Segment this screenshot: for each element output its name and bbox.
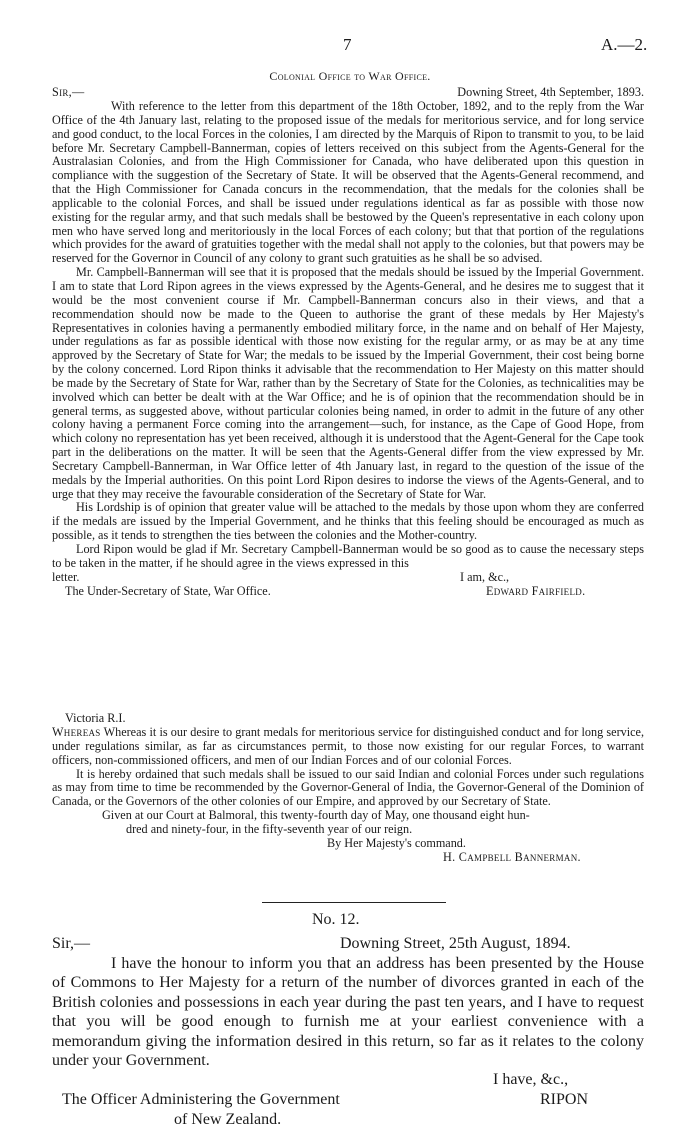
letter2 (52, 910, 644, 1130)
warrant-whereas: Whereas (52, 725, 101, 739)
warrant-command-row (52, 837, 644, 851)
warrant-given-line-2: dred and ninety-four, in the fifty-seventh year of our reign. (126, 822, 413, 837)
letter2-number-row (52, 910, 644, 934)
royal-warrant (52, 712, 644, 865)
letter1-paragraph-2: Mr. Campbell-Bannerman will see that it is proposed that the medals should be issued by the Imperial Government. I am to state that Lord Ripon agrees in the views expressed by the Agents-General, and he desires me to suggest that it would be the most convenient course if Mr. Campbell-Bannerman concurs also in their views, and that a recommendation should now be made to the Queen to authorise the grant of these medals by Her Majesty's Representatives in colonies having a permanently embodied military force, in the name and on behalf of Her Majesty, under regulations as far as possible identical with those now existing for the regular army, or as may be at any time approved by the Secretary of State for War; the medals to be issued by the Imperial Government, their cost being borne by the colony concerned. Lord Ripon thinks it advisable that the recommendation to Her Majesty on this matter should be made by the Secretary of State for War, rather than by the Secretary of State for the Colonies, as technicalities may be involved which can better be dealt with at the War Office; and he is of opinion that the recommendation should be in general terms, as suggested above, without particular colonies being named, in order to admit in the future of any other colony having a permanent Force coming into the arrangement—such, for instance, as the Cape of Good Hope, from which colony no representation has yet been received, although it is understood that the Agent-General for the Cape took part in the deliberations on the matter. It will be seen that the Agents-General differ from the view expressed by Mr. Secretary Campbell-Bannerman, in War Office letter of 4th January last, in regard to the question of the issue of the medals by the Imperial authorities. On this point Lord Ripon desires to indorse the views of the Agents-General, and to urge that they may receive the favourable consideration of the Secretary of State for War. (52, 265, 644, 501)
letter2-closing: I have, &c., (493, 1071, 569, 1089)
page-number: 7 (343, 35, 352, 54)
warrant-paragraph-1 (52, 726, 644, 768)
letter1-paragraph-1: With reference to the letter from this department of the 18th October, 1892, and to the reply from the War Office of the 4th January last, relating to the proposed issue of the medals for meritorious service, and for long service and good conduct, to the local Forces in the colonies, I am directed by the Marquis of Ripon to transmit to you, to be laid before Mr. Secretary Campbell-Bannerman, copies of letters received on this subject from the Agents-General for the Australasian Colonies, and from the High Commissioner for Canada, who have deliberated upon this question in compliance with the suggestion of the Secretary of State. It will be observed that the Agents-General recommend, and that the High Commissioner for Canada concurs in the recommendation, that the medals for the colonies shall be applicable to the colonial Forces, and shall be issued under regulations identical as far as possible with those now existing for the regular army, and that such medals shall be bestowed by the Queen's representative in each colony upon men who have served long and meritoriously in the local Forces of each colony; but that that portion of the regulations which provides for the award of gratuities together with the medal shall not apply to the colonies, but that powers may be reserved for the Governor in Council of any colony to grant such gratuities as he shall be so advised. (52, 99, 644, 266)
letter1-signature-row (52, 585, 644, 599)
letter1-last-word: letter. (52, 569, 80, 584)
letter2-addressee-line-1: The Officer Administering the Government (62, 1091, 340, 1109)
warrant-paragraph-1-text: Whereas it is our desire to grant medals for meritorious service for distinguished conduct and for long service, under regulations similar, as far as circumstances permit, to those now existing for our regular Forces, to warrant officers, non-commissioned officers, and men of our Indian Forces and of our colonial Forces. (52, 725, 644, 767)
letter1-closing: I am, &c., (460, 569, 510, 584)
letter1-signature: Edward Fairfield. (486, 583, 586, 598)
letter2-place-date: Downing Street, 25th August, 1894. (340, 935, 571, 952)
warrant-given-row-1 (52, 809, 644, 823)
warrant-given-row-2 (52, 823, 644, 837)
warrant-heading: Victoria R.I. (65, 711, 126, 725)
letter1-salutation: Sir,— (52, 85, 85, 99)
letter1-paragraph-4: Lord Ripon would be glad if Mr. Secretary Campbell-Bannerman would be so good as to cause the necessary steps to be taken in the matter, if he should agree in the views expressed in this (52, 542, 644, 570)
letter1-addressee: The Under-Secretary of State, War Office. (65, 583, 271, 598)
letter1-salutation-row (52, 86, 644, 100)
letter2-salutation-row (52, 934, 644, 954)
warrant-signature: H. Campbell Bannerman. (443, 850, 581, 865)
letter1-caption: Colonial Office to War Office. (269, 69, 431, 83)
letter1-paragraph-3: His Lordship is of opinion that greater value will be attached to the medals by those upon whom they are conferred if the medals are issued by the Imperial Government, and he thinks that this feeling should be encouraged as much as possible, as it tends to strengthen the ties between the colonies and the Mother-country. (52, 500, 644, 543)
letter1-closing-row (52, 571, 644, 585)
letter2-addressee-line-2: of New Zealand. (174, 1111, 282, 1129)
letter2-body: I have the honour to inform you that an address has been presented by the House of Commons to Her Majesty for a return of the number of divorces granted in each of the British colonies and possessions in each year during the past ten years, and I have to request that you will be good enough to furnish me at your earliest convenience with a memorandum giving the information desired in this return, so far as it relates to the colony under your Government. (52, 955, 644, 1070)
letter2-salutation: Sir,— (52, 935, 91, 952)
letter2-addressee-row-2 (52, 1110, 644, 1130)
warrant-heading-row (52, 712, 644, 726)
letter1-place-date: Downing Street, 4th September, 1893. (457, 85, 644, 99)
section-divider (262, 902, 446, 903)
letter2-closing-row (52, 1070, 644, 1090)
warrant-signature-row (52, 851, 644, 865)
letter2-signature: RIPON (540, 1091, 589, 1109)
warrant-command: By Her Majesty's command. (327, 836, 466, 851)
warrant-given-line-1: Given at our Court at Balmoral, this twenty-fourth day of May, one thousand eight hun- (102, 808, 530, 823)
letter2-addressee-row-1 (52, 1090, 644, 1110)
letter2-number: No. 12. (312, 911, 360, 928)
warrant-paragraph-2: It is hereby ordained that such medals shall be issued to our said Indian and colonial Forces under such regulations as may from time to time be recommended by the Governor-General of India, the Governor-General of the Dominion of Canada, or the Governors of the other colonies of our Empire, and approved by our Secretary of State. (52, 766, 644, 809)
letter1 (52, 86, 644, 599)
page-reference: A.—2. (601, 35, 648, 54)
